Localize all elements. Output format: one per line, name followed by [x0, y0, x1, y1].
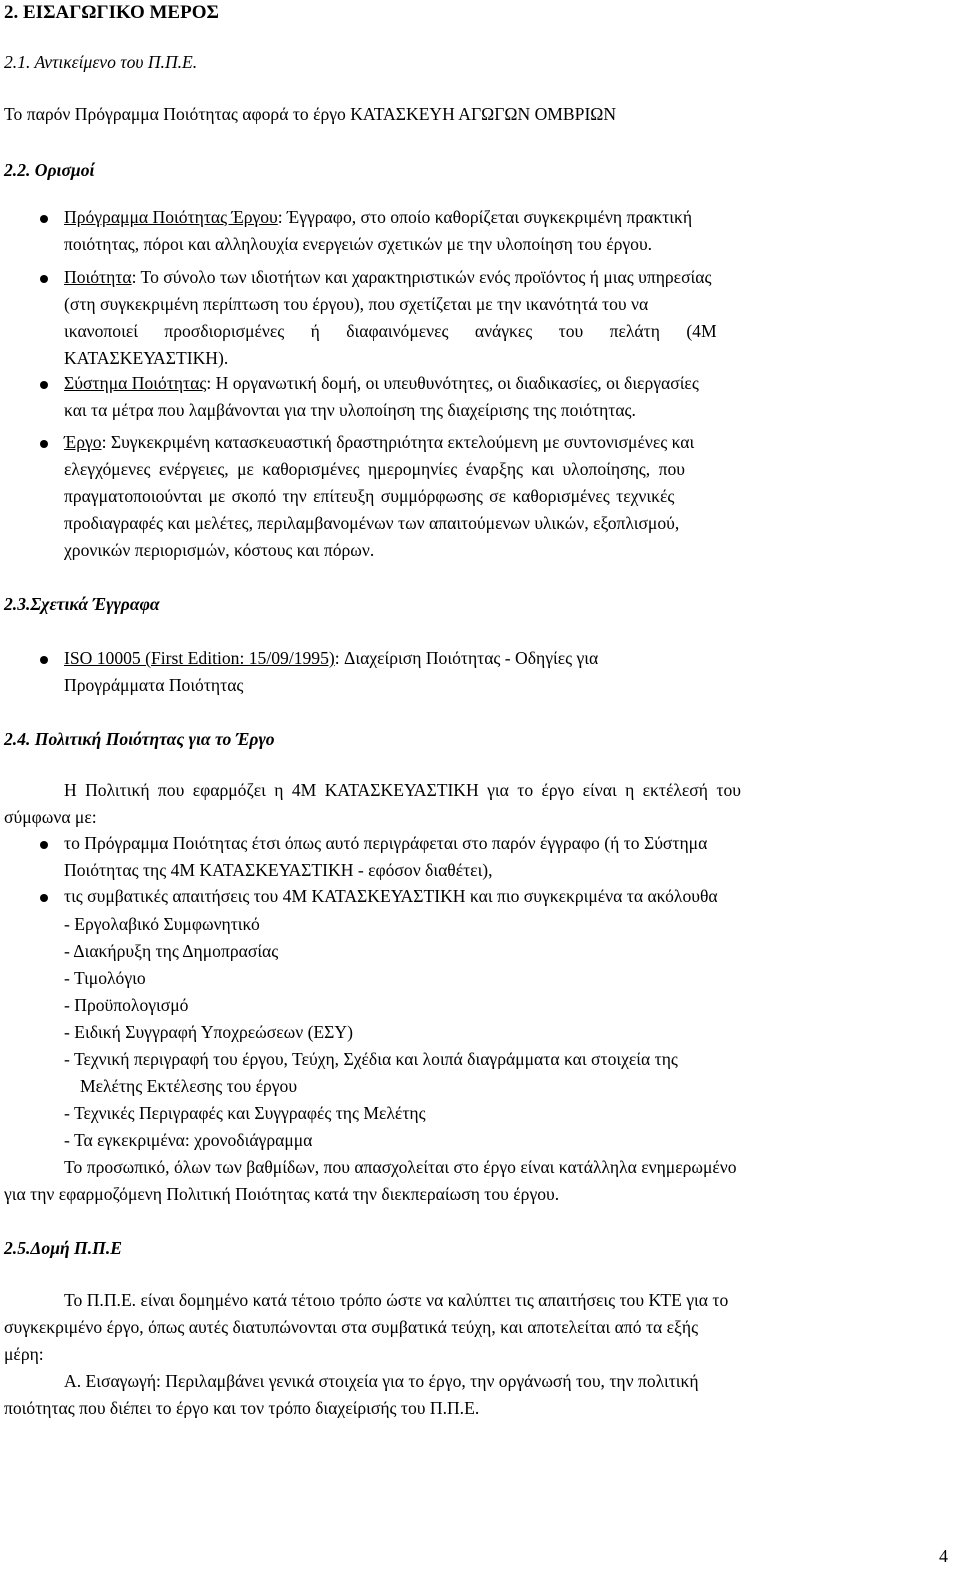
- scope-text: Το παρόν Πρόγραμμα Ποιότητας αφορά το έργο ΚΑΤΑΣΚΕΥΗ ΑΓΩΓΩΝ ΟΜΒΡΙΩΝ: [4, 104, 617, 124]
- section-heading-2: 2. ΕΙΣΑΓΩΓΙΚΟ ΜΕΡΟΣ: [4, 2, 219, 23]
- page-number: 4: [939, 1546, 948, 1566]
- bullet-marker: [40, 656, 48, 664]
- structure-text-line3: μέρη:: [4, 1344, 44, 1364]
- definition-quality-system-cont: και τα μέτρα που λαμβάνονται για την υλοποίηση της διαχείρισης της ποιότητας.: [64, 400, 636, 420]
- contract-doc-item-cont: Μελέτης Εκτέλεσης του έργου: [80, 1076, 298, 1096]
- contract-doc-item: - Τα εγκεκριμένα: χρονοδιάγραμμα: [64, 1130, 313, 1150]
- section-heading-2-2: 2.2. Ορισμοί: [4, 160, 95, 180]
- staff-text-line1: Το προσωπικό, όλων των βαθμίδων, που απασχολείται στο έργο είναι κατάλληλα ενημερωμένο: [64, 1157, 737, 1177]
- bullet-marker: [40, 381, 48, 389]
- bullet-marker: [40, 841, 48, 849]
- section-heading-2-4: 2.4. Πολιτική Ποιότητας για το Έργο: [4, 729, 275, 749]
- definition-quality-plan: Πρόγραμμα Ποιότητας Έργου: Έγγραφο, στο οποίο καθορίζεται συγκεκριμένη πρακτική: [64, 207, 693, 227]
- iso-reference: ISO 10005 (First Edition: 15/09/1995): [64, 648, 335, 668]
- definition-project-line4: προδιαγραφές και μελέτες, περιλαμβανομένων των απαιτούμενων υλικών, εξοπλισμού,: [64, 513, 680, 533]
- definition-project-line2: ελεγχόμενες ενέργειες, με καθορισμένες ημερομηνίες έναρξης και υλοποίησης, που: [64, 459, 685, 479]
- bullet-marker: [40, 275, 48, 283]
- policy-bullet-1: το Πρόγραμμα Ποιότητας έτσι όπως αυτό περιγράφεται στο παρόν έγγραφο (ή το Σύστημα: [64, 833, 708, 853]
- contract-doc-item: - Ειδική Συγγραφή Υποχρεώσεων (ΕΣΥ): [64, 1022, 353, 1042]
- contract-doc-item: - Τεχνικές Περιγραφές και Συγγραφές της Μελέτης: [64, 1103, 426, 1123]
- policy-bullet-2: τις συμβατικές απαιτήσεις του 4Μ ΚΑΤΑΣΚΕΥΑΣΤΙΚΗ και πιο συγκεκριμένα τα ακόλουθα: [64, 886, 718, 906]
- structure-part-a-cont: ποιότητας που διέπει το έργο και τον τρόπο διαχείρισής του Π.Π.Ε.: [4, 1398, 480, 1418]
- definition-quality-line3: ικανοποιεί προσδιορισμένες ή διαφαινόμενες ανάγκες του πελάτη (4Μ: [64, 321, 717, 341]
- structure-text-line1: Το Π.Π.Ε. είναι δομημένο κατά τέτοιο τρόπο ώστε να καλύπτει τις απαιτήσεις του ΚΤΕ για το: [64, 1290, 729, 1310]
- definition-project-line3: πραγματοποιούνται με σκοπό την επίτευξη συμμόρφωσης σε καθορισμένες τεχνικές: [64, 486, 675, 506]
- term-project: Έργο: [64, 432, 102, 452]
- policy-text-line2: σύμφωνα με:: [4, 807, 97, 827]
- related-document-iso: ISO 10005 (First Edition: 15/09/1995): Διαχείριση Ποιότητας - Οδηγίες για: [64, 648, 599, 668]
- section-heading-2-1: 2.1. Αντικείμενο του Π.Π.Ε.: [4, 52, 198, 72]
- term-quality-plan: Πρόγραμμα Ποιότητας Έργου: [64, 207, 278, 227]
- contract-doc-item: - Τεχνική περιγραφή του έργου, Τεύχη, Σχέδια και λοιπά διαγράμματα και στοιχεία της: [64, 1049, 678, 1069]
- bullet-marker: [40, 894, 48, 902]
- definition-project-line5: χρονικών περιορισμών, κόστους και πόρων.: [64, 540, 375, 560]
- structure-text-line2: συγκεκριμένο έργο, όπως αυτές διατυπώνονται στα συμβατικά τεύχη, και αποτελείται από τα εξής: [4, 1317, 699, 1337]
- staff-text-line2: για την εφαρμοζόμενη Πολιτική Ποιότητας κατά την διεκπεραίωση του έργου.: [4, 1184, 560, 1204]
- definition-quality-plan-cont: ποιότητας, πόροι και αλληλουχία ενεργειών σχετικών με την υλοποίηση του έργου.: [64, 234, 653, 254]
- contract-doc-item: - Εργολαβικό Συμφωνητικό: [64, 914, 260, 934]
- definition-quality-system: Σύστημα Ποιότητας: Η οργανωτική δομή, οι υπευθυνότητες, οι διαδικασίες, οι διεργασίες: [64, 373, 699, 393]
- definition-project: Έργο: Συγκεκριμένη κατασκευαστική δραστηριότητα εκτελούμενη με συντονισμένες και: [64, 432, 695, 452]
- contract-doc-item: - Προϋπολογισμό: [64, 995, 189, 1015]
- contract-doc-item: - Τιμολόγιο: [64, 968, 146, 988]
- policy-bullet-1-cont: Ποιότητας της 4Μ ΚΑΤΑΣΚΕΥΑΣΤΙΚΗ - εφόσον διαθέτει),: [64, 860, 493, 880]
- term-quality-system: Σύστημα Ποιότητας: [64, 373, 207, 393]
- definition-quality: Ποιότητα: Το σύνολο των ιδιοτήτων και χαρακτηριστικών ενός προϊόντος ή μιας υπηρεσίας: [64, 267, 712, 287]
- policy-text-line1: Η Πολιτική που εφαρμόζει η 4Μ ΚΑΤΑΣΚΕΥΑΣΤΙΚΗ για το έργο είναι η εκτέλεσή του: [64, 780, 741, 800]
- section-heading-2-3: 2.3.Σχετικά Έγγραφα: [4, 594, 160, 614]
- structure-part-a: Α. Εισαγωγή: Περιλαμβάνει γενικά στοιχεία για το έργο, την οργάνωσή του, την πολιτική: [64, 1371, 699, 1391]
- bullet-marker: [40, 215, 48, 223]
- definition-quality-line4: ΚΑΤΑΣΚΕΥΑΣΤΙΚΗ).: [64, 348, 229, 368]
- definition-quality-line2: (στη συγκεκριμένη περίπτωση του έργου), που σχετίζεται με την ικανότητά του να: [64, 294, 649, 314]
- related-document-iso-cont: Προγράμματα Ποιότητας: [64, 675, 244, 695]
- term-quality: Ποιότητα: [64, 267, 132, 287]
- contract-doc-item: - Διακήρυξη της Δημοπρασίας: [64, 941, 279, 961]
- section-heading-2-5: 2.5.Δομή Π.Π.Ε: [4, 1238, 122, 1258]
- bullet-marker: [40, 440, 48, 448]
